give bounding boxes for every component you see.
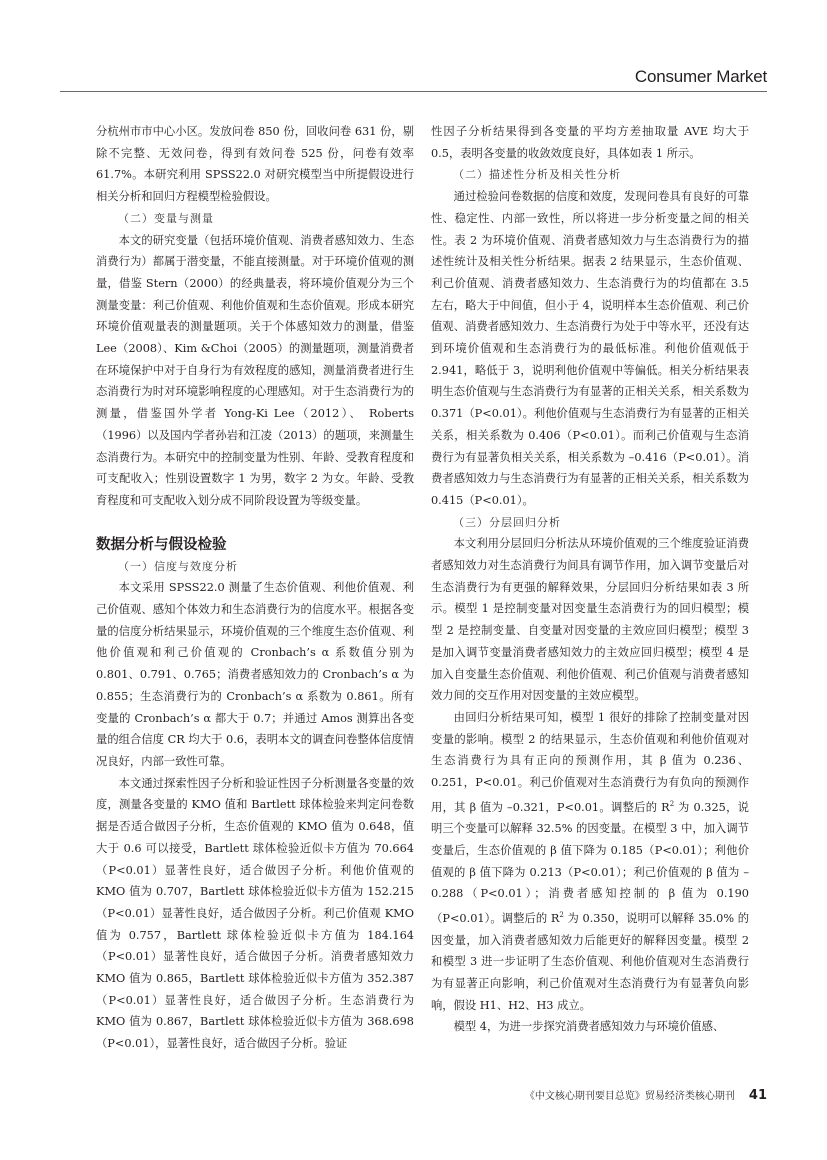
- section-heading: 数据分析与假设检验: [96, 536, 227, 553]
- paragraph: 通过检验问卷数据的信度和效度，发现问卷具有良好的可靠性、稳定性、内部一致性，所以将进一步分析变量之间的相关性。表 2 为环境价值观、消费者感知效力与生态消费行为的描述性统计及相关性分析结果。据表 2 结果显示，生态价值观、利己价值观、消费者感知效力、生态消费行为的均值都在 3.5 左右，略大于中间值，但小于 4，说明样本生态价值观、利己价值观、消费者感知效力、生态消费行为处于中等水平，还没有达到环境价值观和生态消费行为的最低标准。利他价值观低于 2.941，略低于 3，说明利他价值观中等偏低。相关分析结果表明生态价值观与生态消费行为有显著的正相关关系，相关系数为 0.371（P<0.01）。利他价值观与生态消费行为有显著的正相关关系，相关系数为 0.406（P<0.01）。而利己价值观与生态消费行为有显著负相关关系，相关系数为 –0.416（P<0.01）。消费者感知效力与生态消费行为有显著的正相关关系，相关系数为 0.415（P<0.01）。: [431, 190, 749, 507]
- superscript: 2: [559, 911, 564, 920]
- paragraph: 性因子分析结果得到各变量的平均方差抽取量 AVE 均大于 0.5，表明各变量的收敛效度良好，具体如表 1 所示。: [431, 125, 749, 160]
- paragraph: 本文通过探索性因子分析和验证性因子分析测量各变量的效度，测量各变量的 KMO 值和 Bartlett 球体检验来判定问卷数据是否适合做因子分析，生态价值观的 KMO 值为 0.648，值大于 0.6 可以接受，Bartlett 球体检验近似卡方值为 70.664（P<0.01）显著性良好，适合做因子分析。利他价值观的 KMO 值为 0.707，Bartlett 球体检验近似卡方值为 152.215（P<0.01）显著性良好，适合做因子分析。利己价值观 KMO 值为 0.757，Bartlett 球体检验近似卡方值为 184.164（P<0.01）显著性良好，适合做因子分析。消费者感知效力 KMO 值为 0.865，Bartlett 球体检验近似卡方值为 352.387（P<0.01）显著性良好，适合做因子分析。生态消费行为 KMO 值为 0.867，Bartlett 球体检验近似卡方值为 368.698（P<0.01），显著性良好，适合做因子分析。验证: [96, 776, 414, 1051]
- superscript: 2: [669, 799, 675, 808]
- page-number: 41: [748, 1088, 767, 1103]
- paragraph: 本文的研究变量（包括环境价值观、消费者感知效力、生态消费行为）都属于潜变量，不能直接测量。对于环境价值观的测量，借鉴 Stern（2000）的经典量表，将环境价值观分为三个测量变量：利己价值观、利他价值观和生态价值观。形成本研究环境价值观量表的测量题项。关于个体感知效力的测量，借鉴 Lee（2008）、Kim &Choi（2005）的测量题项，测量消费者在环境保护中对于自身行为有效程度的感知，测量消费者进行生态消费行为时对环境影响程度的心理感知。对于生态消费行为的测量，借鉴国外学者 Yong-Ki Lee（2012）、 Roberts（1996）以及国内学者孙岩和江凌（2013）的题项，来测量生态消费行为。本研究中的控制变量为性别、年龄、受教育程度和可支配收入；性别设置数字 1 为男，数字 2 为女。年龄、受教育程度和可支配收入划分成不同阶段设置为等级变量。: [96, 233, 414, 507]
- page-footer: [525, 1087, 767, 1103]
- subsection-heading: （二）变量与测量: [118, 211, 214, 225]
- running-header-title: Consumer Market: [634, 67, 767, 86]
- subsection-heading: （三）分层回归分析: [453, 515, 561, 529]
- paragraph: 分杭州市市中心小区。发放问卷 850 份，回收问卷 631 份，剔除不完整、无效问卷，得到有效问卷 525 份，问卷有效率 61.7%。本研究利用 SPSS22.0 对研究模型当中所提假设进行相关分析和回归方程模型检验假设。: [96, 125, 414, 204]
- paragraph-text: 为 0.325，说明三个变量可以解释 32.5% 的因变量。在模型 3 中，加入调节变量后，生态价值观的 β 值下降为 0.185（P<0.01）；利他价值观的 β 值下降为 0.213（P<0.01）；利己价值观的 β 值为 –0.288（P<0.01）；消费者感知控制的 β 值为 0.190（P<0.01）。调整后的 R: [431, 800, 749, 925]
- header-divider: [60, 91, 767, 92]
- paragraph-text: 由回归分析结果可知，模型 1 很好的排除了控制变量对因变量的影响。模型 2 的结果显示，生态价值观和利他价值观对生态消费行为具有正向的预测作用，其 β 值为 0.236、0.251，P<0.01。利己价值观对生态消费行为有负向的预测作用，其 β 值为 –0.321，P<0.01。调整后的 R: [431, 710, 749, 814]
- paragraph: [431, 707, 749, 1016]
- journal-name: 《中文核心期刊要目总览》贸易经济类核心期刊: [524, 1091, 735, 1102]
- left-column: [96, 121, 414, 1055]
- paragraph: 模型 4，为进一步探究消费者感知效力与环境价值感、: [453, 1020, 725, 1034]
- right-column: [431, 121, 749, 1038]
- paragraph-text: 为 0.350，说明可以解释 35.0% 的因变量，加入消费者感知效力后能更好的解释因变量。模型 2 和模型 3 进一步证明了生态价值观、利他价值观对生态消费行为有显著正向影响，利己价值观对生态消费行为有显著负向影响，假设 H1、H2、H3 成立。: [431, 911, 750, 1012]
- subsection-heading: （一）信度与效度分析: [118, 559, 238, 573]
- paragraph: 本文利用分层回归分析法从环境价值观的三个维度验证消费者感知效力对生态消费行为间具有调节作用，加入调节变量后对生态消费行为有更强的解释效果，分层回归分析结果如表 3 所示。模型 1 是控制变量对因变量生态消费行为的回归模型；模型 2 是控制变量、自变量对因变量的主效应回归模型；模型 3 是加入调节变量消费者感知效力的主效应回归模型；模型 4 是加入自变量生态价值观、利他价值观、利己价值观与消费者感知效力间的交互作用对因变量的主效应模型。: [431, 537, 749, 703]
- subsection-heading: （二）描述性分析及相关性分析: [453, 168, 621, 182]
- paragraph: 本文采用 SPSS22.0 测量了生态价值观、利他价值观、利己价值观、感知个体效力和生态消费行为的信度水平。根据各变量的信度分析结果显示，环境价值观的三个维度生态价值观、利他价值观和利己价值观的 Cronbach’s α 系数值分别为 0.801、0.791、0.765；消费者感知效力的 Cronbach’s α 为 0.855；生态消费行为的 Cronbach’s α 系数为 0.861。所有变量的 Cronbach’s α 都大于 0.7；并通过 Amos 测算出各变量的组合信度 CR 均大于 0.6，表明本文的调查问卷整体信度情况良好，内部一致性可靠。: [96, 581, 414, 768]
